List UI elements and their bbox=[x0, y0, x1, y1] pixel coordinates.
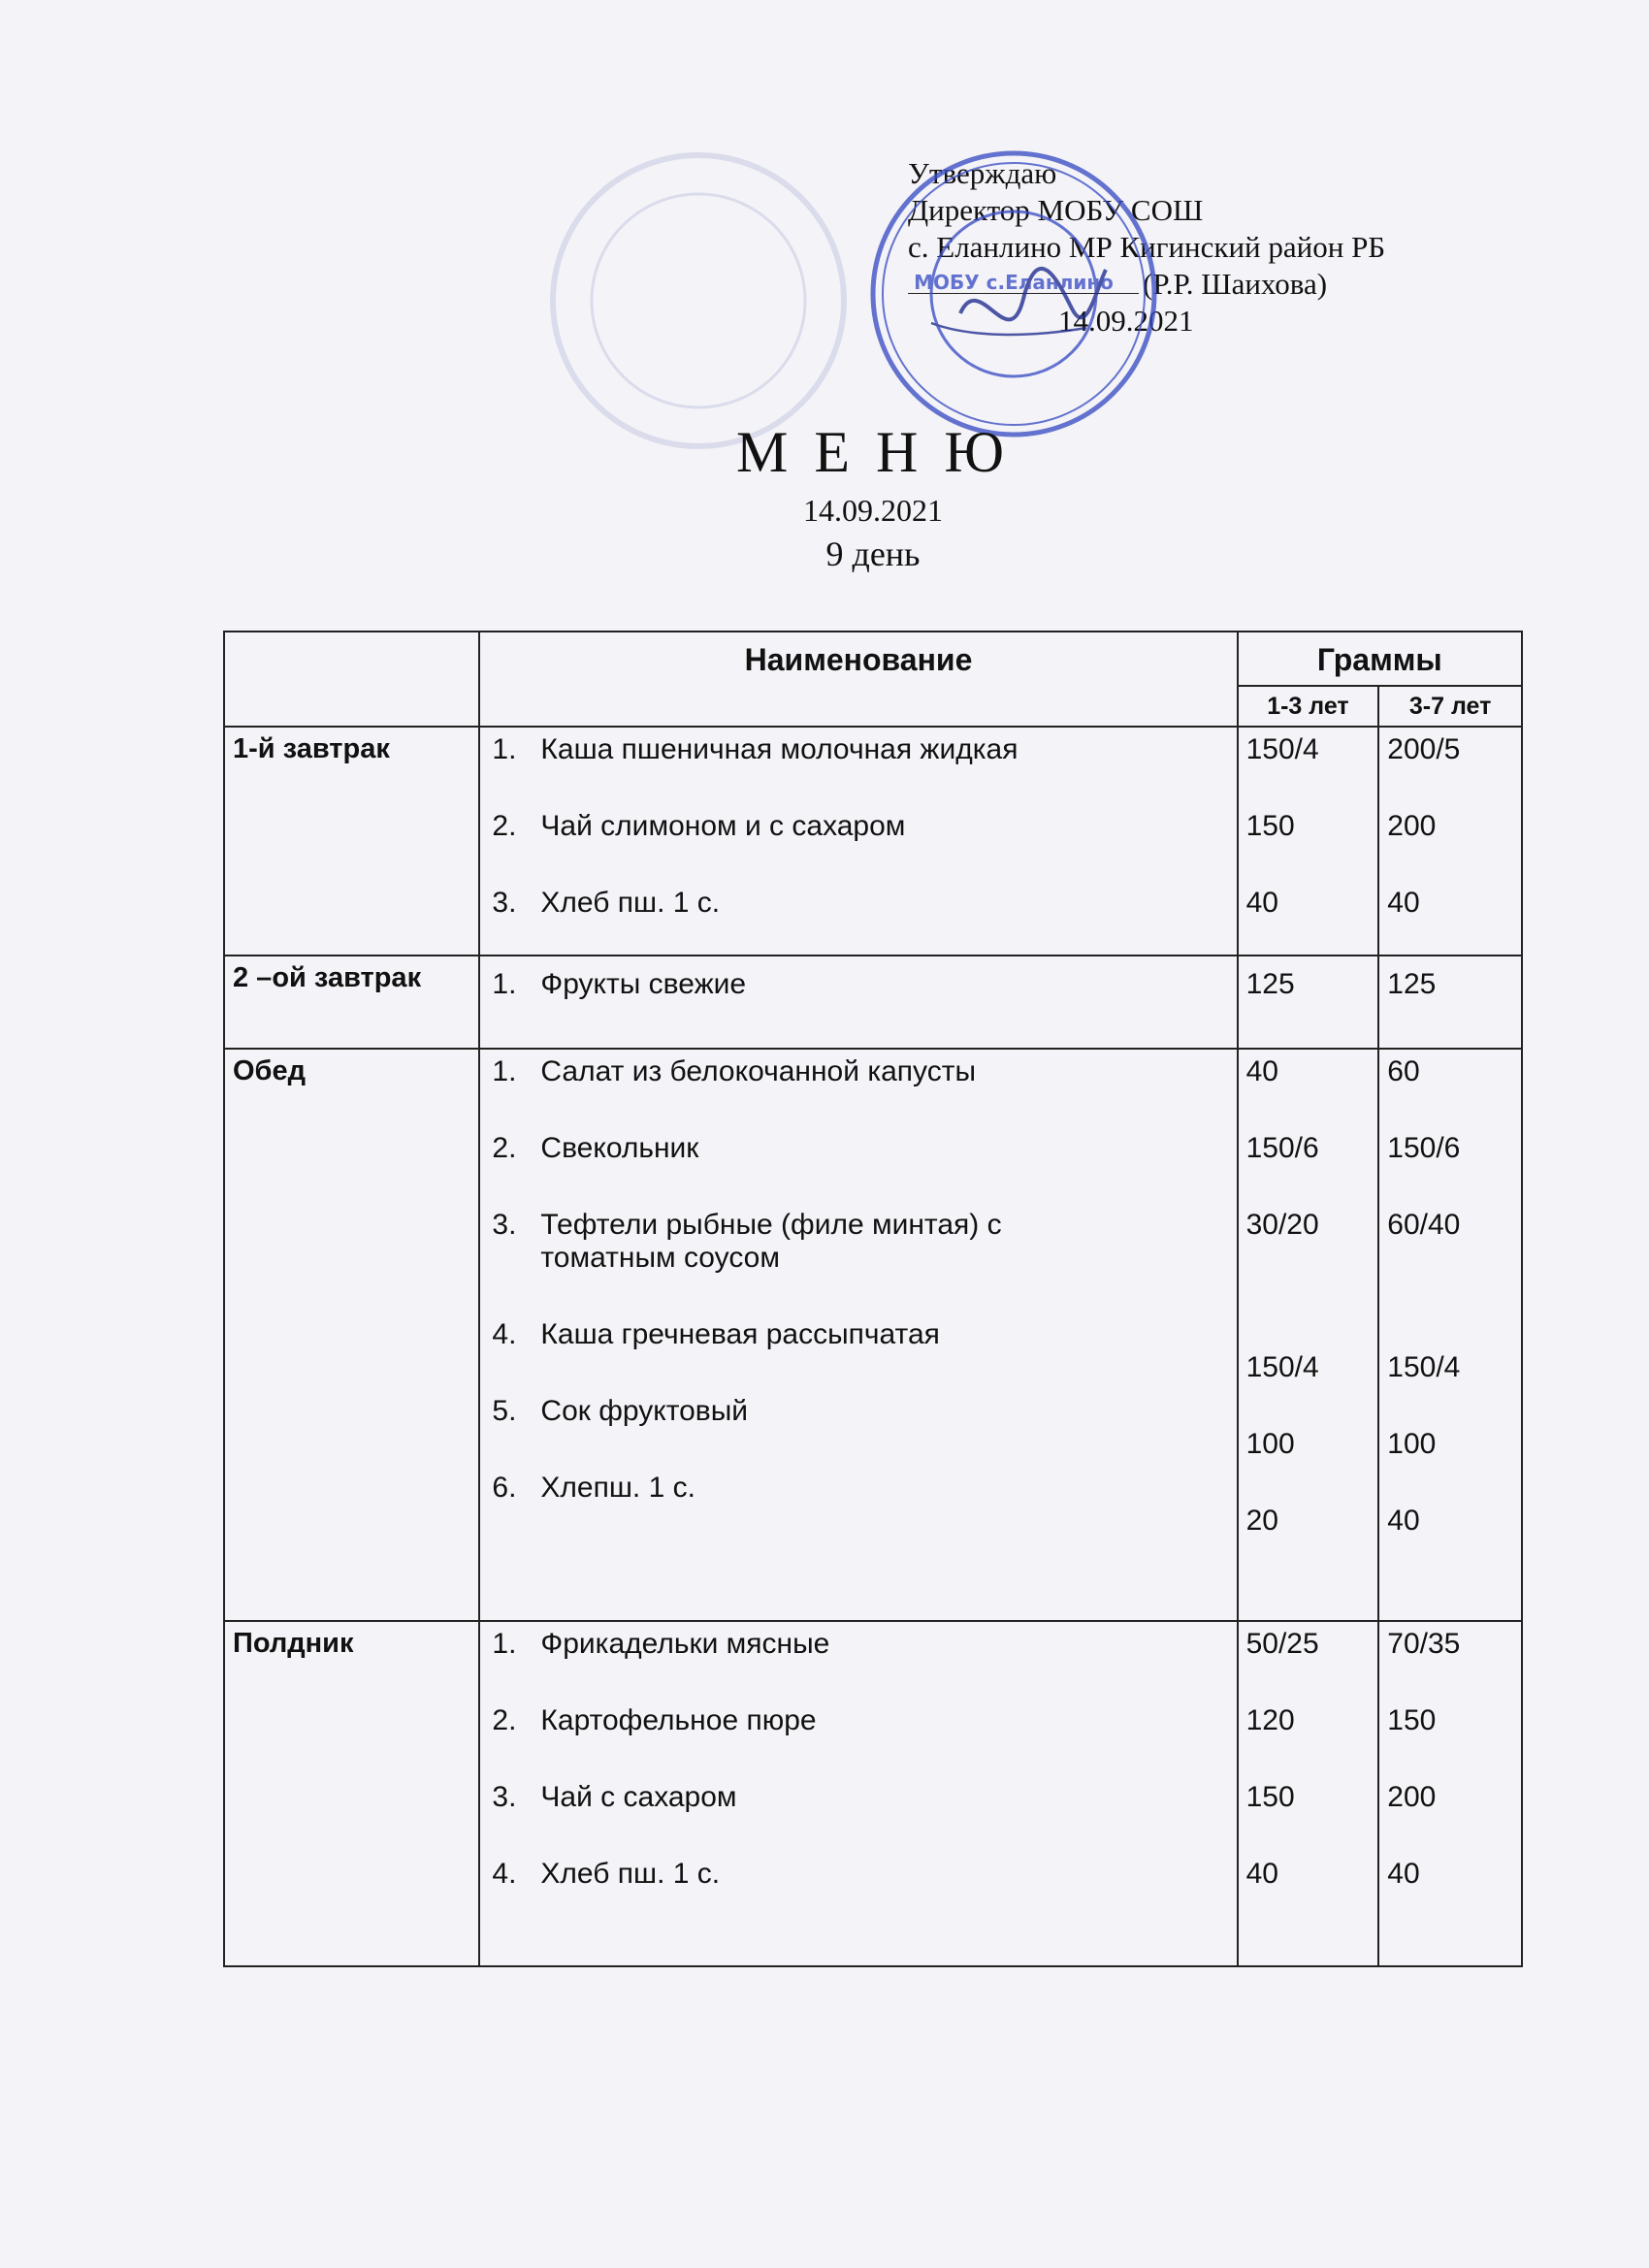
item-number: 2. bbox=[492, 1132, 517, 1164]
grams-value: 40 bbox=[1245, 887, 1278, 919]
item-number: 1. bbox=[492, 1055, 517, 1087]
header-grams: Граммы bbox=[1238, 632, 1522, 686]
grams-3-7 bbox=[1378, 1621, 1522, 1966]
grams-value: 150 bbox=[1387, 1704, 1437, 1736]
grams-3-7 bbox=[1378, 1049, 1522, 1621]
item-name: Чай слимоном и с сахаром bbox=[540, 810, 906, 842]
header-meal-empty bbox=[224, 632, 479, 727]
menu-date: 14.09.2021 bbox=[803, 493, 943, 528]
grams-value: 30/20 bbox=[1245, 1209, 1319, 1241]
grams-value: 200 bbox=[1387, 810, 1437, 842]
approval-date: 14.09.2021 bbox=[1058, 304, 1194, 338]
meal-label: 1-й завтрак bbox=[224, 727, 479, 956]
grams-value: 100 bbox=[1245, 1428, 1295, 1460]
meal-label: Обед bbox=[224, 1049, 479, 1621]
item-name: Фрикадельки мясные bbox=[540, 1628, 830, 1660]
list-item bbox=[480, 1704, 1236, 1737]
grams-value: 120 bbox=[1245, 1704, 1295, 1736]
grams-value: 40 bbox=[1245, 1055, 1278, 1087]
grams-value: 125 bbox=[1387, 968, 1437, 1000]
grams-value: 150 bbox=[1245, 810, 1295, 842]
meal-items bbox=[479, 727, 1237, 956]
header-age-1-3: 1-3 лет bbox=[1238, 686, 1379, 727]
grams-value: 40 bbox=[1245, 1858, 1278, 1890]
grams-1-3 bbox=[1238, 1049, 1379, 1621]
grams-value: 150/6 bbox=[1387, 1132, 1461, 1164]
grams-value: 40 bbox=[1387, 887, 1420, 919]
meal-label: 2 –ой завтрак bbox=[224, 956, 479, 1049]
grams-value: 40 bbox=[1387, 1505, 1420, 1537]
official-stamp bbox=[863, 144, 1164, 444]
item-number: 4. bbox=[492, 1858, 517, 1890]
grams-value: 60 bbox=[1387, 1055, 1420, 1087]
grams-value: 150 bbox=[1245, 1781, 1295, 1813]
grams-value: 150/6 bbox=[1245, 1132, 1319, 1164]
meal-items bbox=[479, 1621, 1237, 1966]
list-item bbox=[480, 733, 1236, 766]
grams-value: 70/35 bbox=[1387, 1628, 1461, 1660]
item-number: 3. bbox=[492, 1209, 517, 1241]
meal-items bbox=[479, 1049, 1237, 1621]
grams-value: 100 bbox=[1387, 1428, 1437, 1460]
list-item bbox=[480, 1472, 1236, 1505]
grams-3-7 bbox=[1378, 727, 1522, 956]
list-item bbox=[480, 1858, 1236, 1891]
grams-1-3 bbox=[1238, 727, 1379, 956]
list-item bbox=[480, 1055, 1236, 1088]
table-row bbox=[224, 1049, 1522, 1621]
grams-value: 20 bbox=[1245, 1505, 1278, 1537]
meal-items bbox=[479, 956, 1237, 1049]
item-name: Сок фруктовый bbox=[540, 1395, 749, 1427]
item-name: Каша гречневая рассыпчатая bbox=[540, 1318, 940, 1350]
menu-table bbox=[223, 631, 1523, 1967]
item-number: 1. bbox=[492, 733, 517, 765]
item-name: Хлепш. 1 с. bbox=[540, 1472, 695, 1504]
grams-value: 200/5 bbox=[1387, 733, 1461, 765]
grams-value: 50/25 bbox=[1245, 1628, 1319, 1660]
page-title: М Е Н Ю bbox=[736, 420, 1010, 484]
list-item bbox=[480, 1209, 1074, 1275]
item-number: 2. bbox=[492, 810, 517, 842]
list-item bbox=[480, 968, 1236, 1001]
item-number: 3. bbox=[492, 1781, 517, 1813]
bleed-through-stamp bbox=[524, 136, 873, 466]
meal-label: Полдник bbox=[224, 1621, 479, 1966]
grams-3-7 bbox=[1378, 956, 1522, 1049]
list-item bbox=[480, 1628, 1236, 1661]
item-number: 5. bbox=[492, 1395, 517, 1427]
table-row bbox=[224, 727, 1522, 956]
item-number: 3. bbox=[492, 887, 517, 919]
approval-position: Директор МОБУ СОШ bbox=[908, 193, 1204, 227]
list-item bbox=[480, 810, 1236, 843]
list-item bbox=[480, 1395, 1236, 1428]
list-item bbox=[480, 1132, 1236, 1165]
item-number: 1. bbox=[492, 968, 517, 1000]
item-name: Фрукты свежие bbox=[540, 968, 747, 1000]
grams-1-3 bbox=[1238, 1621, 1379, 1966]
table-row bbox=[224, 1621, 1522, 1966]
grams-value: 150/4 bbox=[1245, 733, 1319, 765]
item-name: Каша пшеничная молочная жидкая bbox=[540, 733, 1018, 765]
item-number: 2. bbox=[492, 1704, 517, 1736]
approval-organization: с. Еланлино МР Кигинский район РБ bbox=[908, 230, 1386, 264]
item-name: Картофельное пюре bbox=[540, 1704, 817, 1736]
grams-value: 200 bbox=[1387, 1781, 1437, 1813]
grams-value: 40 bbox=[1387, 1858, 1420, 1890]
menu-day: 9 день bbox=[825, 535, 921, 573]
header-name: Наименование bbox=[479, 632, 1237, 727]
item-name: Салат из белокочанной капусты bbox=[540, 1055, 976, 1087]
header-age-3-7: 3-7 лет bbox=[1378, 686, 1522, 727]
stamp-text: МОБУ с.Еланлино bbox=[914, 271, 1114, 294]
approval-title: Утверждаю bbox=[908, 156, 1057, 190]
item-name: Хлеб пш. 1 с. bbox=[540, 1858, 721, 1890]
item-number: 4. bbox=[492, 1318, 517, 1350]
list-item bbox=[480, 1318, 1236, 1351]
signature-name: (Р.Р. Шаихова) bbox=[1143, 267, 1328, 301]
item-name: Тефтели рыбные (филе минтая) с томатным соусом bbox=[540, 1209, 1002, 1274]
grams-value: 150/4 bbox=[1387, 1351, 1461, 1383]
grams-value: 125 bbox=[1245, 968, 1295, 1000]
item-name: Чай с сахаром bbox=[540, 1781, 737, 1813]
item-number: 6. bbox=[492, 1472, 517, 1504]
grams-value: 60/40 bbox=[1387, 1209, 1461, 1241]
list-item bbox=[480, 1781, 1236, 1814]
grams-value: 150/4 bbox=[1245, 1351, 1319, 1383]
item-name: Свекольник bbox=[540, 1132, 699, 1164]
table-row bbox=[224, 956, 1522, 1049]
grams-1-3 bbox=[1238, 956, 1379, 1049]
item-name: Хлеб пш. 1 с. bbox=[540, 887, 721, 919]
item-number: 1. bbox=[492, 1628, 517, 1660]
list-item bbox=[480, 887, 1236, 920]
